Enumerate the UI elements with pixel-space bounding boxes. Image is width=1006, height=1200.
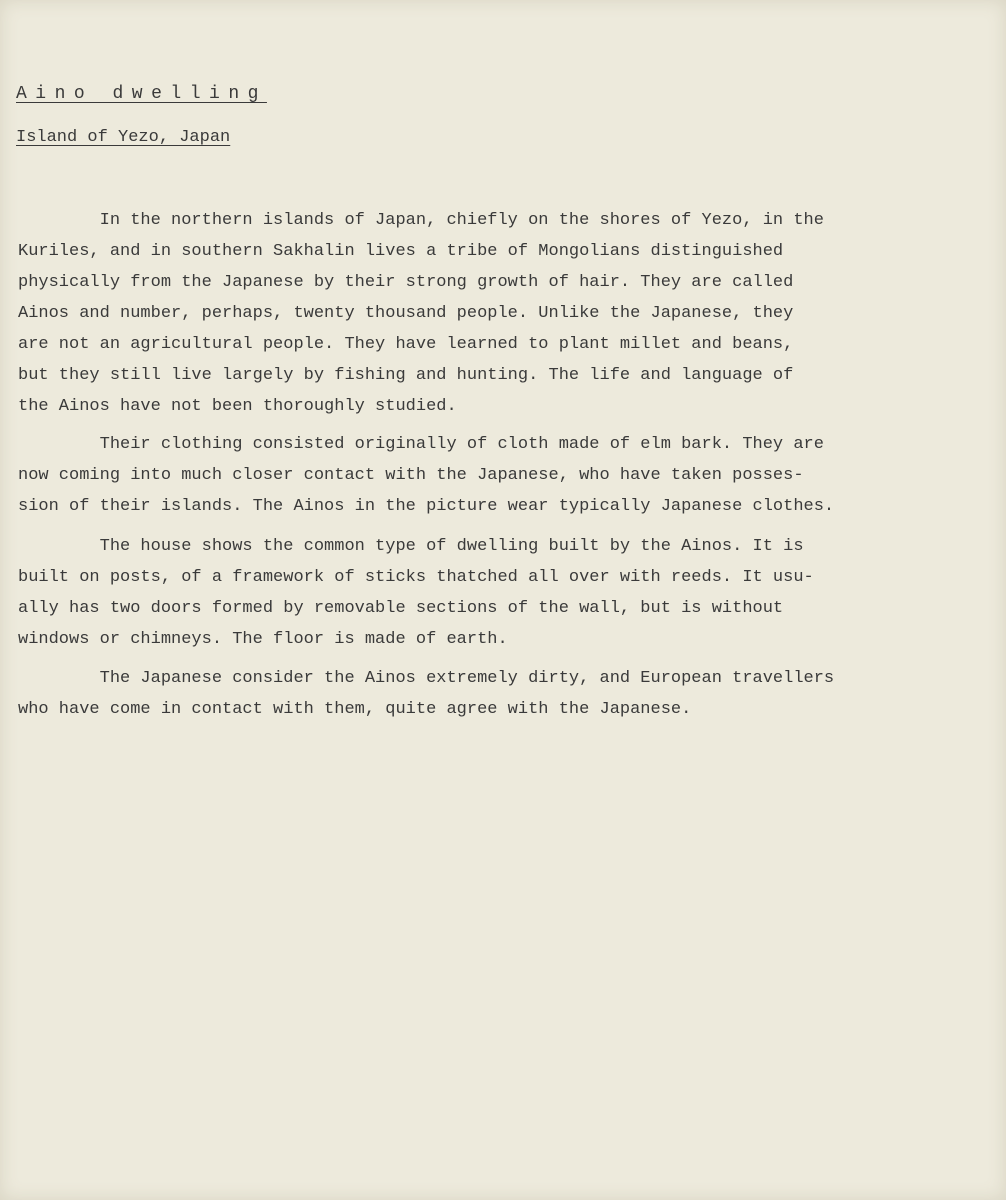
text-line: Their clothing consisted originally of cloth made of elm bark. They are (18, 435, 824, 454)
text-line: The house shows the common type of dwelling built by the Ainos. It is (18, 537, 804, 556)
text-line: are not an agricultural people. They have learned to plant millet and beans, (18, 335, 794, 354)
text-line: physically from the Japanese by their strong growth of hair. They are called (18, 273, 794, 292)
text-line: sion of their islands. The Ainos in the picture wear typically Japanese clothes. (18, 497, 835, 516)
document-title: Aino dwelling (16, 84, 267, 104)
text-line: who have come in contact with them, quite agree with the Japanese. (18, 700, 692, 719)
text-line: The Japanese consider the Ainos extremely dirty, and European travellers (18, 669, 835, 688)
text-line: Kuriles, and in southern Sakhalin lives a tribe of Mongolians distinguished (18, 242, 784, 261)
text-line: ally has two doors formed by removable sections of the wall, but is without (18, 599, 784, 618)
text-line: In the northern islands of Japan, chiefly on the shores of Yezo, in the (18, 211, 824, 230)
paragraph-4 (18, 663, 834, 725)
text-line: Ainos and number, perhaps, twenty thousand people. Unlike the Japanese, they (18, 304, 794, 323)
paragraph-3 (18, 531, 814, 655)
text-line: windows or chimneys. The floor is made of earth. (18, 630, 508, 649)
text-line: the Ainos have not been thoroughly studied. (18, 397, 457, 416)
paragraph-2 (18, 429, 834, 522)
text-line: but they still live largely by fishing and hunting. The life and language of (18, 366, 794, 385)
text-line: now coming into much closer contact with the Japanese, who have taken posses- (18, 466, 804, 485)
paragraph-1 (18, 205, 824, 422)
document-subtitle: Island of Yezo, Japan (16, 128, 231, 147)
text-line: built on posts, of a framework of sticks thatched all over with reeds. It usu- (18, 568, 814, 587)
